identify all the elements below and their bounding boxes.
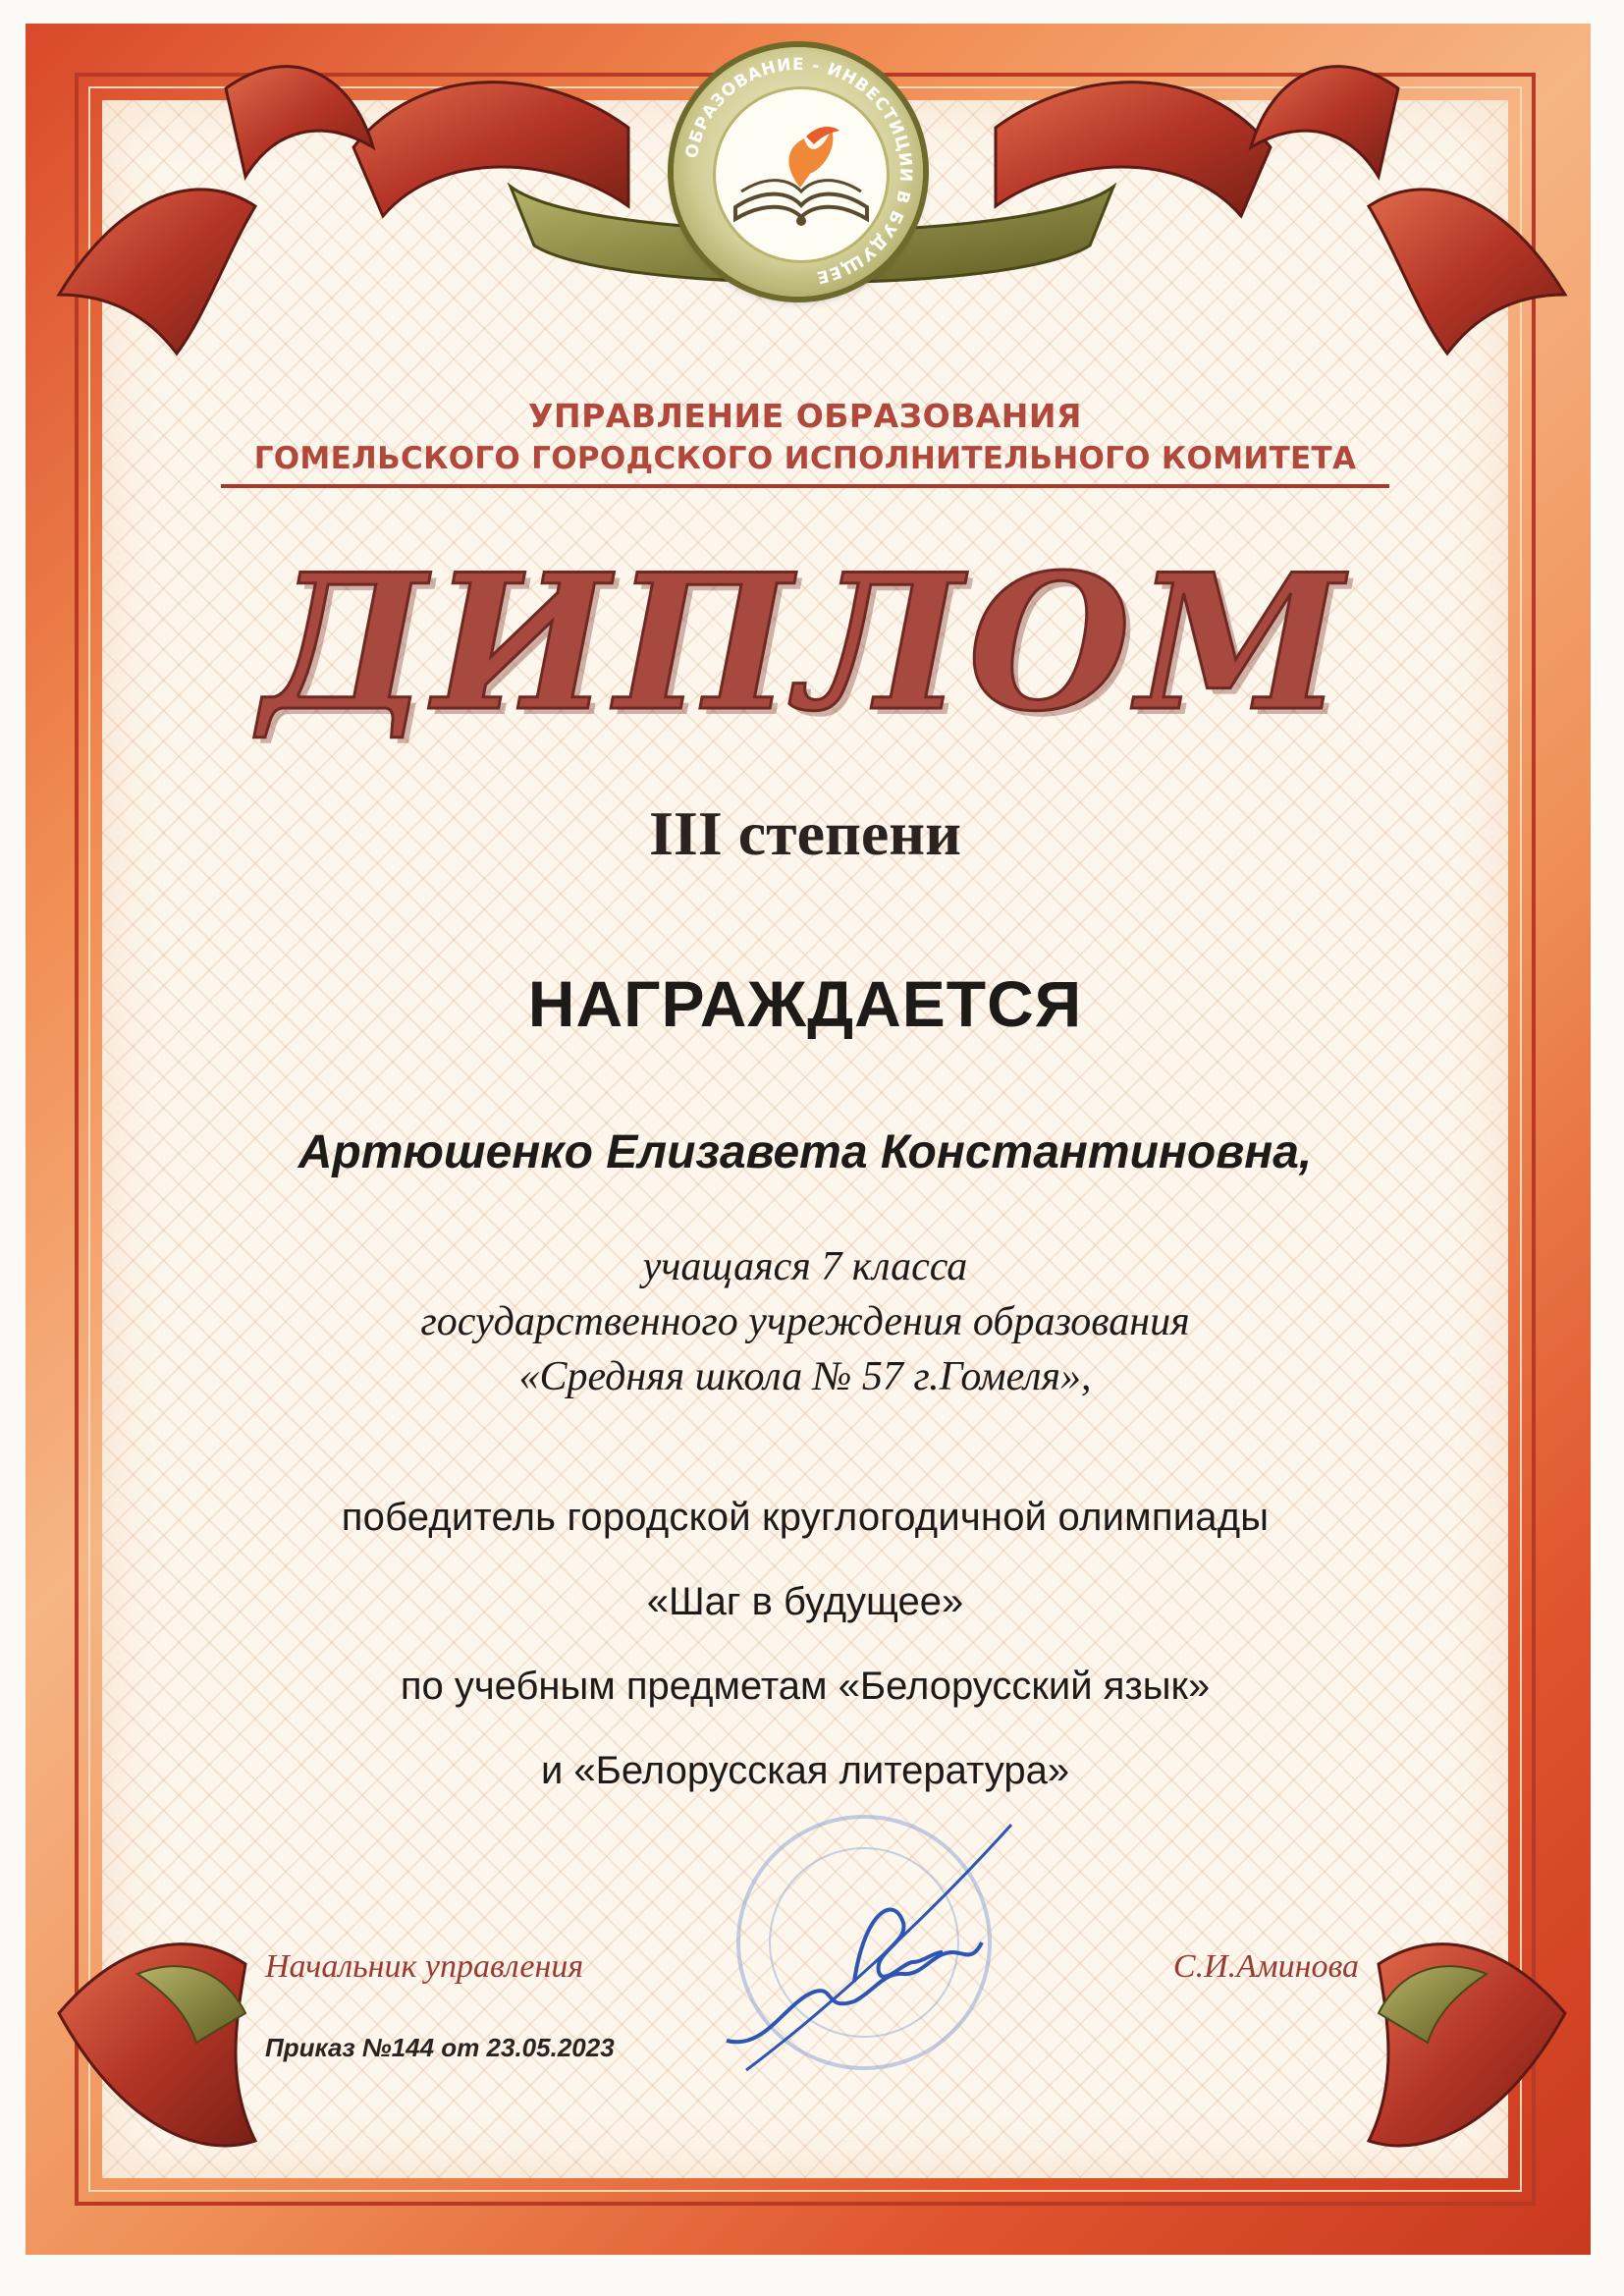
recipient-institution-line-2: «Средняя школа № 57 г.Гомеля»,	[518, 1354, 1092, 1399]
achievement-line-1: победитель городской круглогодичной олимпиады	[341, 1496, 1270, 1539]
signer-name: С.И.Аминова	[1172, 1948, 1359, 1985]
recipient-name: Артюшенко Елизавета Константиновна,	[298, 1126, 1313, 1178]
top-right-ribbon	[996, 82, 1271, 216]
top-left-ribbon	[353, 82, 628, 216]
top-right-curl	[1251, 67, 1398, 177]
top-right-corner-ribbon	[1369, 190, 1565, 354]
svg-text:ОБРАЗОВАНИЕ - ИНВЕСТИЦИИ В БУД: ОБРАЗОВАНИЕ - ИНВЕСТИЦИИ В БУДУЩЕЕ	[681, 54, 916, 288]
signer-position: Начальник управления	[265, 1948, 584, 1985]
issuer-line-2: ГОМЕЛЬСКОГО ГОРОДСКОГО ИСПОЛНИТЕЛЬНОГО КОМИТЕТА	[253, 441, 1357, 476]
diploma-title: ДИПЛОМ	[261, 533, 1349, 752]
order-reference: Приказ №144 от 23.05.2023	[265, 2033, 615, 2062]
awarded-label: НАГРАЖДАЕТСЯ	[527, 967, 1083, 1040]
achievement-line-4: и «Белорусская литература»	[540, 1749, 1070, 1792]
open-book-and-dove-icon	[713, 86, 890, 263]
degree-label: III степени	[649, 798, 961, 868]
achievement-text	[102, 1475, 1508, 1813]
achievement-line-3: по учебным предметам «Белорусский язык»	[400, 1665, 1211, 1708]
top-left-curl	[226, 67, 373, 177]
achievement-line-2: «Шаг в будущее»	[646, 1580, 964, 1623]
emblem-seal	[674, 47, 923, 297]
issuer-header	[102, 397, 1508, 488]
recipient-grade: учащаяся 7 класса	[642, 1244, 968, 1289]
issuer-line-1: УПРАВЛЕНИЕ ОБРАЗОВАНИЯ	[528, 397, 1082, 435]
recipient-institution-line-1: государственного учреждения образования	[420, 1299, 1190, 1344]
top-left-corner-ribbon	[59, 190, 255, 354]
issuer-underline	[221, 484, 1389, 488]
recipient-study-info	[102, 1239, 1508, 1404]
